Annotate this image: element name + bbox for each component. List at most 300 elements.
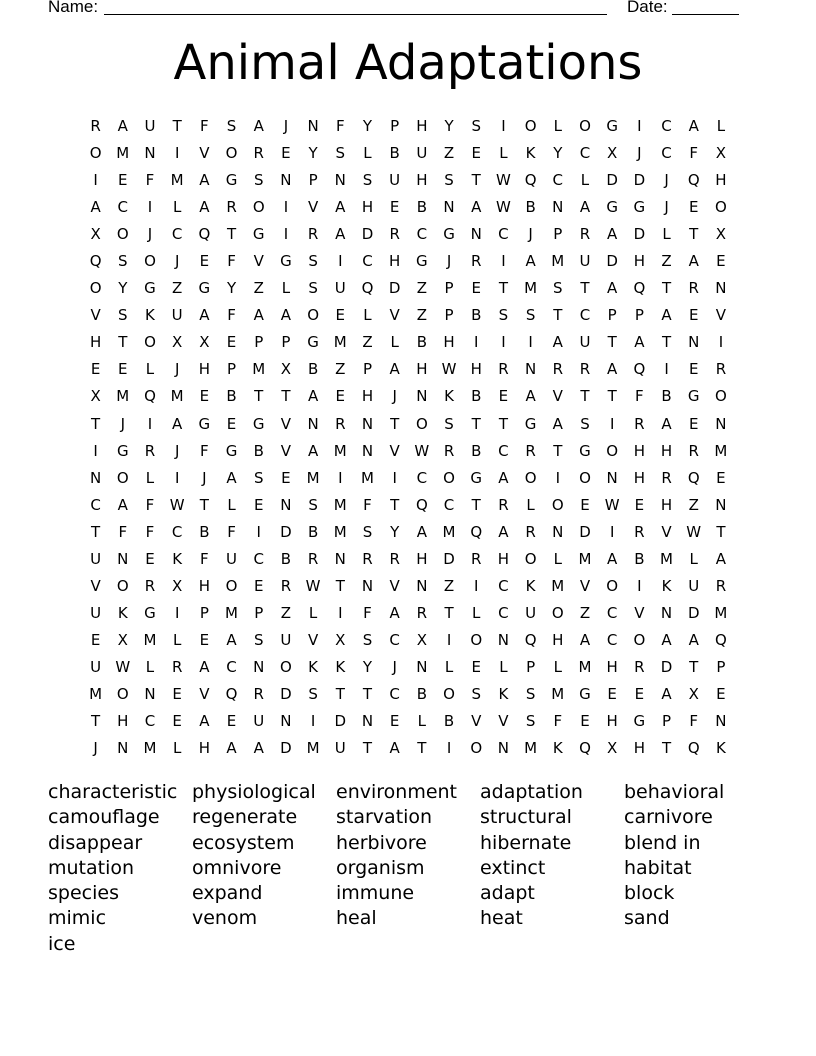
grid-letter: T [553, 441, 563, 460]
grid-letter: E [281, 144, 291, 163]
grid-letter: A [688, 252, 699, 271]
grid-letter: R [471, 252, 482, 271]
grid-letter: X [172, 576, 183, 595]
grid-letter: G [198, 279, 211, 298]
grid-letter: O [116, 468, 129, 487]
grid-letter: B [307, 522, 319, 541]
grid-letter: T [661, 333, 672, 352]
name-blank-line [104, 0, 607, 15]
grid-letter: T [335, 576, 345, 595]
grid-letter: I [93, 171, 98, 190]
grid-letter: O [280, 657, 292, 676]
grid-letter: T [417, 739, 427, 758]
grid-letter: N [144, 144, 156, 163]
grid-letter: T [689, 225, 699, 244]
grid-letter: E [471, 144, 481, 163]
grid-letter: W [604, 495, 620, 514]
grid-letter: L [553, 549, 562, 568]
grid-letter: H [361, 198, 374, 217]
grid-letter: J [637, 144, 642, 163]
grid-letter: M [442, 522, 456, 541]
grid-letter: S [253, 630, 264, 649]
grid-letter: H [606, 712, 618, 731]
letter-grid [82, 113, 736, 762]
grid-letter: A [607, 279, 618, 298]
grid-letter: D [660, 657, 673, 676]
grid-letter: Q [198, 225, 211, 244]
grid-letter: B [416, 198, 427, 217]
grid-letter: H [497, 549, 510, 568]
grid-letter: L [172, 198, 182, 217]
grid-letter: L [145, 360, 155, 379]
grid-letter: R [389, 549, 400, 568]
grid-letter: S [525, 306, 536, 325]
grid-letter: W [115, 657, 131, 676]
grid-letter: Q [524, 171, 537, 190]
grid-letter: S [525, 712, 536, 731]
grid-letter: A [607, 360, 618, 379]
grid-letter: A [307, 441, 319, 460]
grid-letter: C [579, 144, 591, 163]
grid-letter: M [660, 549, 673, 568]
grid-letter: L [417, 712, 427, 731]
grid-letter: R [253, 684, 264, 703]
grid-letter: S [253, 171, 264, 190]
grid-letter: I [283, 225, 289, 244]
grid-letter: I [174, 144, 180, 163]
grid-letter: B [443, 712, 455, 731]
grid-letter: O [524, 468, 537, 487]
grid-letter: L [363, 306, 372, 325]
grid-letter: F [200, 441, 209, 460]
grid-letter: W [686, 522, 702, 541]
grid-letter: Q [715, 630, 727, 649]
grid-letter: H [117, 712, 129, 731]
grid-letter: S [226, 117, 237, 135]
grid-letter: M [170, 387, 184, 406]
grid-letter: H [443, 333, 455, 352]
grid-letter: E [688, 306, 699, 325]
grid-letter: V [199, 144, 210, 163]
grid-letter: J [392, 387, 397, 406]
grid-letter: A [579, 630, 591, 649]
grid-letter: U [90, 657, 102, 676]
grid-letter: J [446, 252, 452, 271]
grid-letter: X [715, 144, 727, 163]
grid-letter: I [609, 522, 615, 541]
grid-letter: R [498, 360, 509, 379]
grid-letter: H [198, 576, 210, 595]
grid-letter: E [607, 684, 617, 703]
name-label: Name: [48, 0, 99, 16]
grid-letter: Q [470, 522, 483, 541]
grid-letter: X [90, 387, 101, 406]
grid-letter: L [227, 495, 236, 514]
grid-letter: E [90, 360, 101, 379]
grid-letter: G [144, 603, 156, 622]
grid-letter: U [334, 739, 346, 758]
grid-letter: B [280, 549, 292, 568]
grid-letter: Q [144, 387, 156, 406]
grid-letter: Z [172, 279, 183, 298]
grid-letter: B [416, 684, 427, 703]
grid-letter: T [553, 306, 563, 325]
grid-letter: J [174, 252, 180, 271]
grid-letter: H [416, 117, 428, 135]
grid-letter: T [91, 522, 101, 541]
grid-letter: I [609, 414, 615, 433]
grid-letter: H [416, 171, 428, 190]
word-list-item: herbivore [336, 831, 427, 854]
grid-letter: L [172, 739, 182, 758]
grid-letter: E [172, 712, 182, 731]
grid-letter: R [525, 522, 536, 541]
word-list-item: omnivore [192, 856, 282, 879]
grid-letter: B [416, 333, 427, 352]
grid-letter: H [633, 739, 645, 758]
grid-letter: E [226, 712, 237, 731]
grid-letter: E [199, 252, 210, 271]
grid-letter: X [416, 630, 427, 649]
grid-letter: A [416, 522, 427, 541]
grid-letter: R [634, 522, 645, 541]
grid-letter: F [635, 387, 644, 406]
grid-letter: D [388, 279, 401, 298]
grid-letter: N [117, 549, 129, 568]
grid-letter: O [144, 333, 156, 352]
grid-letter: H [606, 657, 618, 676]
grid-letter: K [308, 657, 319, 676]
grid-letter: X [172, 333, 183, 352]
grid-letter: C [498, 225, 509, 244]
grid-letter: W [441, 360, 457, 379]
grid-letter: E [90, 630, 101, 649]
grid-letter: C [498, 603, 509, 622]
grid-letter: C [498, 576, 509, 595]
grid-letter: F [145, 171, 155, 190]
grid-letter: Z [443, 576, 455, 595]
grid-letter: S [444, 171, 454, 190]
grid-letter: R [552, 360, 563, 379]
grid-letter: V [471, 712, 482, 731]
grid-letter: Q [225, 684, 238, 703]
grid-letter: E [199, 387, 210, 406]
grid-letter: C [416, 468, 428, 487]
grid-letter: C [362, 252, 373, 271]
grid-letter: N [552, 522, 564, 541]
grid-letter: Q [524, 630, 537, 649]
grid-letter: O [225, 144, 238, 163]
grid-letter: T [172, 117, 182, 135]
word-list-item: environment [336, 781, 458, 803]
grid-letter: M [170, 171, 184, 190]
grid-letter: J [528, 225, 533, 244]
grid-letter: K [117, 603, 128, 622]
grid-letter: M [116, 144, 130, 163]
grid-letter: N [715, 495, 727, 514]
grid-letter: N [307, 117, 319, 135]
grid-letter: N [660, 603, 673, 622]
word-list-item: adaptation [480, 781, 583, 803]
grid-letter: H [198, 360, 210, 379]
word-list-item: block [624, 882, 675, 905]
grid-letter: B [525, 198, 536, 217]
date-blank-line [672, 0, 739, 15]
grid-letter: G [687, 387, 700, 406]
grid-letter: T [607, 387, 617, 406]
grid-letter: A [253, 306, 264, 325]
grid-letter: B [253, 441, 264, 460]
grid-letter: I [637, 576, 642, 595]
grid-letter: C [552, 171, 564, 190]
grid-letter: Q [89, 252, 102, 271]
grid-letter: X [335, 630, 346, 649]
grid-letter: M [578, 549, 592, 568]
grid-letter: G [524, 414, 537, 433]
grid-letter: E [389, 198, 400, 217]
grid-letter: P [254, 333, 264, 352]
grid-letter: T [498, 414, 508, 433]
grid-letter: N [443, 198, 455, 217]
grid-letter: D [334, 712, 347, 731]
grid-letter: W [169, 495, 185, 514]
grid-letter: Q [633, 279, 646, 298]
grid-letter: R [634, 657, 645, 676]
grid-letter: R [471, 549, 482, 568]
grid-letter: U [389, 171, 401, 190]
grid-letter: J [174, 360, 180, 379]
word-list-item: heal [336, 907, 377, 930]
grid-letter: R [416, 603, 428, 622]
grid-letter: N [497, 630, 510, 649]
grid-letter: C [389, 630, 400, 649]
grid-letter: N [715, 279, 727, 298]
grid-letter: N [89, 468, 102, 487]
grid-letter: P [553, 225, 563, 244]
word-list-item: characteristic [48, 781, 178, 803]
grid-letter: B [634, 549, 645, 568]
grid-letter: U [226, 549, 238, 568]
grid-letter: R [307, 549, 319, 568]
grid-letter: T [471, 414, 481, 433]
grid-letter: M [578, 657, 592, 676]
grid-letter: J [93, 739, 98, 758]
word-list-item: carnivore [624, 806, 713, 829]
grid-letter: R [579, 225, 591, 244]
grid-letter: C [171, 225, 183, 244]
grid-letter: F [689, 144, 699, 163]
grid-letter: Y [362, 657, 373, 676]
grid-letter: T [362, 739, 373, 758]
grid-letter: H [633, 252, 645, 271]
grid-letter: R [171, 657, 183, 676]
grid-letter: N [416, 576, 428, 595]
grid-letter: O [116, 225, 129, 244]
grid-letter: W [305, 576, 321, 595]
grid-letter: M [551, 252, 565, 271]
grid-letter: I [338, 252, 343, 271]
grid-letter: A [307, 387, 319, 406]
grid-letter: M [551, 576, 565, 595]
grid-letter: E [688, 360, 699, 379]
grid-letter: N [280, 171, 292, 190]
grid-letter: P [254, 603, 264, 622]
grid-letter: L [172, 630, 182, 649]
grid-letter: A [661, 684, 672, 703]
grid-letter: C [498, 441, 509, 460]
word-list-item: adapt [480, 882, 535, 905]
grid-letter: R [715, 360, 727, 379]
grid-letter: N [524, 360, 537, 379]
grid-letter: I [446, 739, 452, 758]
grid-letter: I [338, 603, 343, 622]
grid-letter: I [528, 333, 533, 352]
grid-letter: M [333, 522, 347, 541]
word-list-item: blend in [624, 831, 701, 854]
grid-letter: L [145, 468, 155, 487]
grid-letter: G [633, 198, 646, 217]
grid-letter: S [335, 144, 346, 163]
word-list-item: physiological [192, 781, 316, 803]
grid-letter: D [687, 603, 700, 622]
grid-letter: E [634, 495, 645, 514]
grid-letter: A [715, 549, 727, 568]
grid-letter: I [718, 333, 724, 352]
grid-letter: R [498, 495, 509, 514]
grid-letter: Z [661, 252, 672, 271]
grid-letter: P [444, 306, 454, 325]
grid-letter: S [118, 306, 128, 325]
grid-letter: V [280, 441, 292, 460]
grid-letter: A [335, 225, 346, 244]
grid-letter: T [254, 387, 264, 406]
date-label: Date: [627, 0, 668, 16]
grid-letter: E [145, 549, 155, 568]
grid-letter: V [715, 306, 727, 325]
grid-letter: C [416, 225, 428, 244]
grid-letter: I [174, 468, 180, 487]
grid-letter: J [147, 225, 153, 244]
grid-letter: D [606, 171, 618, 190]
grid-letter: N [497, 739, 510, 758]
grid-letter: J [283, 117, 289, 135]
grid-letter: R [226, 198, 237, 217]
grid-letter: A [389, 360, 400, 379]
grid-letter: G [116, 441, 129, 460]
grid-letter: G [198, 414, 211, 433]
grid-letter: I [93, 441, 98, 460]
grid-letter: J [120, 414, 125, 433]
word-list-item: expand [192, 882, 263, 905]
word-list-item: behavioral [624, 781, 725, 803]
grid-letter: W [495, 171, 511, 190]
grid-letter: Y [553, 144, 563, 163]
grid-letter: Q [687, 171, 700, 190]
grid-letter: I [501, 117, 506, 135]
grid-letter: A [90, 198, 101, 217]
grid-letter: F [200, 549, 209, 568]
grid-letter: D [280, 522, 292, 541]
grid-letter: Q [687, 739, 700, 758]
grid-letter: G [252, 225, 265, 244]
word-list-item: organism [336, 856, 425, 879]
grid-letter: L [662, 225, 671, 244]
grid-letter: Q [687, 468, 700, 487]
grid-letter: F [118, 522, 128, 541]
grid-letter: O [551, 495, 564, 514]
grid-letter: N [361, 712, 374, 731]
grid-letter: Z [280, 603, 292, 622]
grid-letter: H [470, 360, 482, 379]
grid-letter: E [716, 684, 726, 703]
grid-letter: O [579, 117, 591, 135]
grid-letter: K [444, 387, 454, 406]
grid-letter: A [634, 333, 645, 352]
grid-letter: O [606, 576, 619, 595]
grid-letter: L [553, 657, 562, 676]
grid-letter: O [470, 630, 483, 649]
grid-letter: Z [335, 360, 346, 379]
grid-letter: D [280, 739, 292, 758]
grid-letter: N [334, 549, 346, 568]
grid-letter: E [580, 495, 590, 514]
grid-letter: N [688, 333, 700, 352]
grid-letter: S [498, 306, 509, 325]
grid-letter: V [389, 576, 400, 595]
grid-letter: A [525, 387, 536, 406]
grid-letter: R [335, 414, 346, 433]
grid-letter: A [525, 252, 536, 271]
grid-letter: C [661, 117, 672, 135]
grid-letter: O [116, 576, 129, 595]
grid-letter: V [280, 414, 292, 433]
grid-letter: A [117, 117, 128, 135]
grid-letter: U [90, 603, 102, 622]
grid-letter: D [633, 225, 646, 244]
grid-letter: L [526, 495, 535, 514]
grid-letter: P [526, 657, 536, 676]
grid-letter: S [444, 414, 454, 433]
grid-letter: N [253, 657, 265, 676]
grid-letter: O [307, 306, 319, 325]
grid-letter: J [174, 441, 180, 460]
grid-letter: X [607, 144, 618, 163]
grid-letter: K [498, 684, 509, 703]
grid-letter: T [281, 387, 291, 406]
grid-letter: S [580, 414, 590, 433]
grid-letter: N [280, 495, 292, 514]
grid-letter: M [116, 387, 130, 406]
grid-letter: C [90, 495, 101, 514]
grid-letter: C [253, 549, 264, 568]
grid-letter: U [90, 549, 102, 568]
grid-letter: U [416, 144, 428, 163]
grid-letter: E [172, 684, 182, 703]
grid-letter: V [498, 712, 509, 731]
grid-letter: M [306, 468, 320, 487]
grid-letter: E [118, 360, 128, 379]
grid-letter: A [199, 198, 210, 217]
grid-letter: C [226, 657, 237, 676]
grid-letter: R [579, 360, 591, 379]
grid-letter: Y [362, 117, 373, 135]
grid-letter: A [199, 712, 210, 731]
grid-letter: I [174, 603, 180, 622]
grid-letter: A [607, 549, 618, 568]
grid-letter: L [499, 144, 508, 163]
grid-letter: E [226, 333, 237, 352]
grid-letter: S [362, 522, 373, 541]
